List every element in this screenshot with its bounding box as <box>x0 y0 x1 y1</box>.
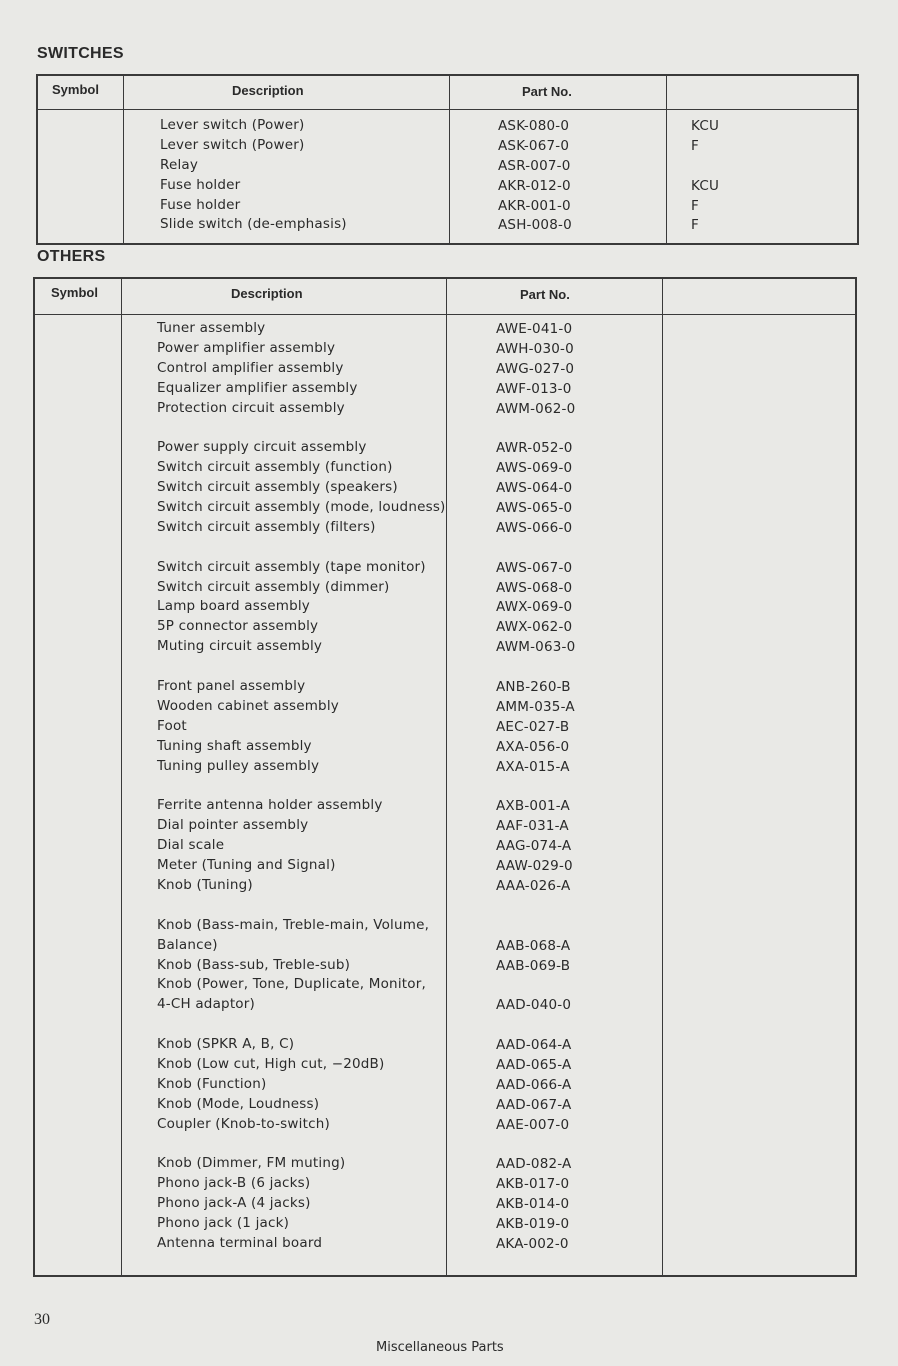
part-number-cell: AKB-019-0 <box>496 1216 570 1233</box>
description-cell: Phono jack-B (6 jacks) <box>157 1175 311 1192</box>
description-cell: Switch circuit assembly (function) <box>157 459 393 476</box>
destination-cell: F <box>691 137 699 154</box>
description-cell: Lamp board assembly <box>157 598 310 615</box>
description-cell: Knob (Low cut, High cut, −20dB) <box>157 1055 385 1072</box>
part-number-cell: AAW-029-0 <box>496 858 573 875</box>
part-number-cell: AAF-031-A <box>496 818 569 835</box>
part-number-cell: AWM-063-0 <box>496 639 576 656</box>
description-cell: Antenna terminal board <box>157 1234 323 1251</box>
description-cell: Knob (Dimmer, FM muting) <box>157 1155 346 1172</box>
part-number-cell: AKA-002-0 <box>496 1235 569 1252</box>
page-caption: Miscellaneous Parts <box>376 1340 504 1355</box>
part-number-cell: ASH-008-0 <box>498 217 572 234</box>
description-cell: Protection circuit assembly <box>157 399 345 416</box>
description-cell: Power amplifier assembly <box>157 339 336 356</box>
page-number: 30 <box>34 1311 50 1328</box>
description-cell: 5P connector assembly <box>157 618 319 635</box>
description-cell: Front panel assembly <box>157 678 306 695</box>
part-number-cell: AKB-017-0 <box>496 1176 570 1193</box>
part-number-cell: AAB-068-A <box>496 937 571 954</box>
description-cell: Lever switch (Power) <box>160 136 305 153</box>
part-number-cell: AWF-013-0 <box>496 380 572 397</box>
description-cell: Phono jack-A (4 jacks) <box>157 1195 311 1212</box>
symbol-header: Symbol <box>51 285 98 300</box>
part-number-cell: AWS-064-0 <box>496 480 573 497</box>
others-heading: OTHERS <box>37 248 106 265</box>
part-number-cell: AXB-001-A <box>496 798 570 815</box>
part-number-cell: ASK-067-0 <box>498 137 570 154</box>
part-number-cell: AAD-066-A <box>496 1076 572 1093</box>
part-number-cell: AWS-069-0 <box>496 460 573 477</box>
part-number-cell: ASK-080-0 <box>498 118 570 134</box>
empty-cell <box>496 976 575 996</box>
description-cell: Fuse holder <box>160 176 241 193</box>
part-number-cell: AWM-062-0 <box>496 400 576 417</box>
description-cell: Coupler (Knob-to-switch) <box>157 1115 330 1132</box>
part-number-cell: AWS-067-0 <box>496 559 573 576</box>
note-column <box>691 117 719 236</box>
part-number-cell: AWS-066-0 <box>496 519 573 536</box>
part-number-cell: AWE-041-0 <box>496 321 573 337</box>
description-cell: Wooden cabinet assembly <box>157 697 339 714</box>
description-cell: Switch circuit assembly (mode, loudness) <box>157 499 446 516</box>
part-number-cell: AAE-007-0 <box>496 1116 570 1133</box>
description-cell: Dial scale <box>157 837 225 854</box>
description-cell: Fuse holder <box>160 196 241 213</box>
part-number-cell: AWX-062-0 <box>496 619 573 636</box>
description-cell: 4-CH adaptor) <box>157 996 255 1013</box>
description-cell: Switch circuit assembly (dimmer) <box>157 578 390 595</box>
description-cell: Power supply circuit assembly <box>157 439 367 456</box>
description-cell: Knob (Bass-main, Treble-main, Volume, <box>157 916 430 933</box>
description-cell: Dial pointer assembly <box>157 817 309 834</box>
description-cell: Relay <box>160 156 199 173</box>
part-number-cell: AWH-030-0 <box>496 340 574 357</box>
part-number-cell: AWR-052-0 <box>496 440 573 457</box>
description-cell: Equalizer amplifier assembly <box>157 379 358 396</box>
description-cell: Control amplifier assembly <box>157 359 344 376</box>
part-number-cell: AAD-064-A <box>496 1037 572 1054</box>
empty-cell <box>496 917 575 937</box>
part-number-cell: AEC-027-B <box>496 718 570 735</box>
description-cell: Tuner assembly <box>157 320 266 336</box>
part-number-cell: ASR-007-0 <box>498 157 571 174</box>
part-number-cell: AXA-015-A <box>496 758 570 775</box>
description-cell: Balance) <box>157 936 218 953</box>
description-cell: Ferrite antenna holder assembly <box>157 797 383 814</box>
description-cell: Knob (Tuning) <box>157 876 253 893</box>
part-number-cell: AKR-012-0 <box>498 177 571 194</box>
description-cell: Knob (Power, Tone, Duplicate, Monitor, <box>157 976 426 993</box>
description-column <box>160 116 347 235</box>
part-number-cell: AKB-014-0 <box>496 1196 570 1213</box>
description-cell: Lever switch (Power) <box>160 117 305 133</box>
part-number-cell: AAA-026-A <box>496 877 571 894</box>
destination-cell: F <box>691 197 699 214</box>
description-cell: Slide switch (de-emphasis) <box>160 216 347 233</box>
part-number-cell: AAD-040-0 <box>496 997 572 1014</box>
part-number-cell: AAB-069-B <box>496 957 571 974</box>
part-number-cell: AAD-082-A <box>496 1156 572 1173</box>
part-number-cell: AXA-056-0 <box>496 738 570 755</box>
description-cell: Switch circuit assembly (tape monitor) <box>157 558 426 575</box>
destination-cell <box>691 157 719 177</box>
part-column <box>498 117 572 236</box>
description-cell: Muting circuit assembly <box>157 638 323 655</box>
description-cell: Tuning pulley assembly <box>157 757 320 774</box>
part-number-cell: AWG-027-0 <box>496 360 575 377</box>
destination-cell: KCU <box>691 118 720 134</box>
switches-heading: SWITCHES <box>37 45 124 62</box>
description-cell: Phono jack (1 jack) <box>157 1215 290 1232</box>
description-cell: Knob (Function) <box>157 1075 267 1092</box>
part-header: Part No. <box>520 287 570 302</box>
description-cell: Switch circuit assembly (filters) <box>157 518 376 535</box>
part-number-cell: AWS-068-0 <box>496 579 573 596</box>
part-number-cell: AWS-065-0 <box>496 500 573 517</box>
description-cell: Knob (Mode, Loudness) <box>157 1095 320 1112</box>
description-cell: Meter (Tuning and Signal) <box>157 857 336 874</box>
description-cell: Tuning shaft assembly <box>157 737 312 754</box>
description-cell: Knob (SPKR A, B, C) <box>157 1036 295 1053</box>
symbol-header: Symbol <box>52 82 99 97</box>
others-table <box>33 277 857 1277</box>
description-cell: Knob (Bass-sub, Treble-sub) <box>157 956 351 973</box>
part-number-cell: AAD-065-A <box>496 1056 572 1073</box>
part-number-cell: AAG-074-A <box>496 838 572 855</box>
description-header: Description <box>232 83 304 98</box>
description-column <box>157 319 446 1254</box>
destination-cell: KCU <box>691 177 720 194</box>
part-number-cell: AKR-001-0 <box>498 197 571 214</box>
part-number-cell: AMM-035-A <box>496 698 575 715</box>
description-header: Description <box>231 286 303 301</box>
part-column <box>496 320 575 1255</box>
description-cell: Foot <box>157 717 187 734</box>
switches-table <box>36 74 859 245</box>
description-cell: Switch circuit assembly (speakers) <box>157 479 398 496</box>
part-number-cell: AWX-069-0 <box>496 599 573 616</box>
part-number-cell: ANB-260-B <box>496 679 571 696</box>
part-number-cell: AAD-067-A <box>496 1096 572 1113</box>
part-header: Part No. <box>522 84 572 99</box>
destination-cell: F <box>691 217 699 234</box>
